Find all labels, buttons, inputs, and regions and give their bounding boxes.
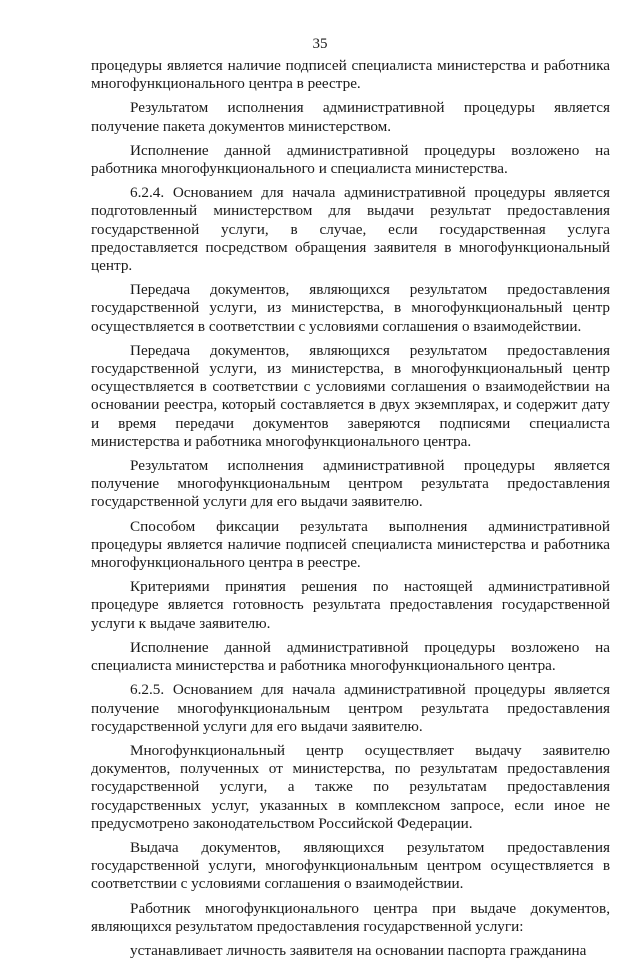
paragraph-9: Критериями принятия решения по настоящей административной процедуре является готовность результата предоставления государственной услуги к выдаче заявителю. — [91, 578, 610, 632]
paragraph-14: Работник многофункционального центра при выдаче документов, являющихся результатом предоставления государственной услуги: — [91, 899, 610, 935]
paragraph-15: устанавливает личность заявителя на основании паспорта гражданина — [130, 941, 587, 959]
page-number: 35 — [312, 36, 328, 52]
document-body — [91, 57, 610, 966]
paragraph-11: 6.2.5. Основанием для начала административной процедуры является получение многофункциональным центром результата предоставления государственной услуги для его выдачи заявителю. — [91, 681, 610, 735]
paragraph-1: процедуры является наличие подписей специалиста министерства и работника многофункционального центра в реестре. — [91, 57, 610, 93]
paragraph-8: Способом фиксации результата выполнения административной процедуры является наличие подписей специалиста министерства и работника многофункционального центра в реестре. — [91, 517, 610, 572]
paragraph-4: 6.2.4. Основанием для начала административной процедуры является подготовленный министерством для выдачи результат предоставления государственной услуги, в случае, если государственная услуга предоставляется посредством обращения заявителя в многофункциональный центр. — [91, 184, 610, 275]
paragraph-3: Исполнение данной административной процедуры возложено на работника многофункционального и специалиста министерства. — [91, 141, 610, 178]
paragraph-5: Передача документов, являющихся результатом предоставления государственной услуги, из министерства, в многофункциональный центр осуществляется в соответствии с условиями соглашения о взаимодействии. — [91, 281, 610, 335]
paragraph-7: Результатом исполнения административной процедуры является получение многофункциональным центром результата предоставления государственной услуги для его выдачи заявителю. — [91, 457, 610, 511]
paragraph-13: Выдача документов, являющихся результатом предоставления государственной услуги, многофункциональным центром осуществляется в соответствии с условиями соглашения о взаимодействии. — [91, 838, 610, 893]
paragraph-10: Исполнение данной административной процедуры возложено на специалиста министерства и работника многофункционального центра. — [91, 638, 610, 675]
paragraph-12: Многофункциональный центр осуществляет выдачу заявителю документов, полученных от министерства, по результатам предоставления государственной услуги, а также по результатам предоставления государственных услуг, указанных в комплексном запросе, если иное не предусмотрено законодательством Российской Федерации. — [91, 741, 610, 832]
paragraph-2: Результатом исполнения административной процедуры является получение пакета документов министерством. — [91, 99, 610, 135]
paragraph-6: Передача документов, являющихся результатом предоставления государственной услуги, из министерства, в многофункциональный центр осуществляется в соответствии с условиями соглашения о взаимодействии на основании реестра, который составляется в двух экземплярах, и содержит дату и время передачи документов заверяются подписями специалиста министерства и работника многофункционального центра. — [91, 341, 610, 450]
